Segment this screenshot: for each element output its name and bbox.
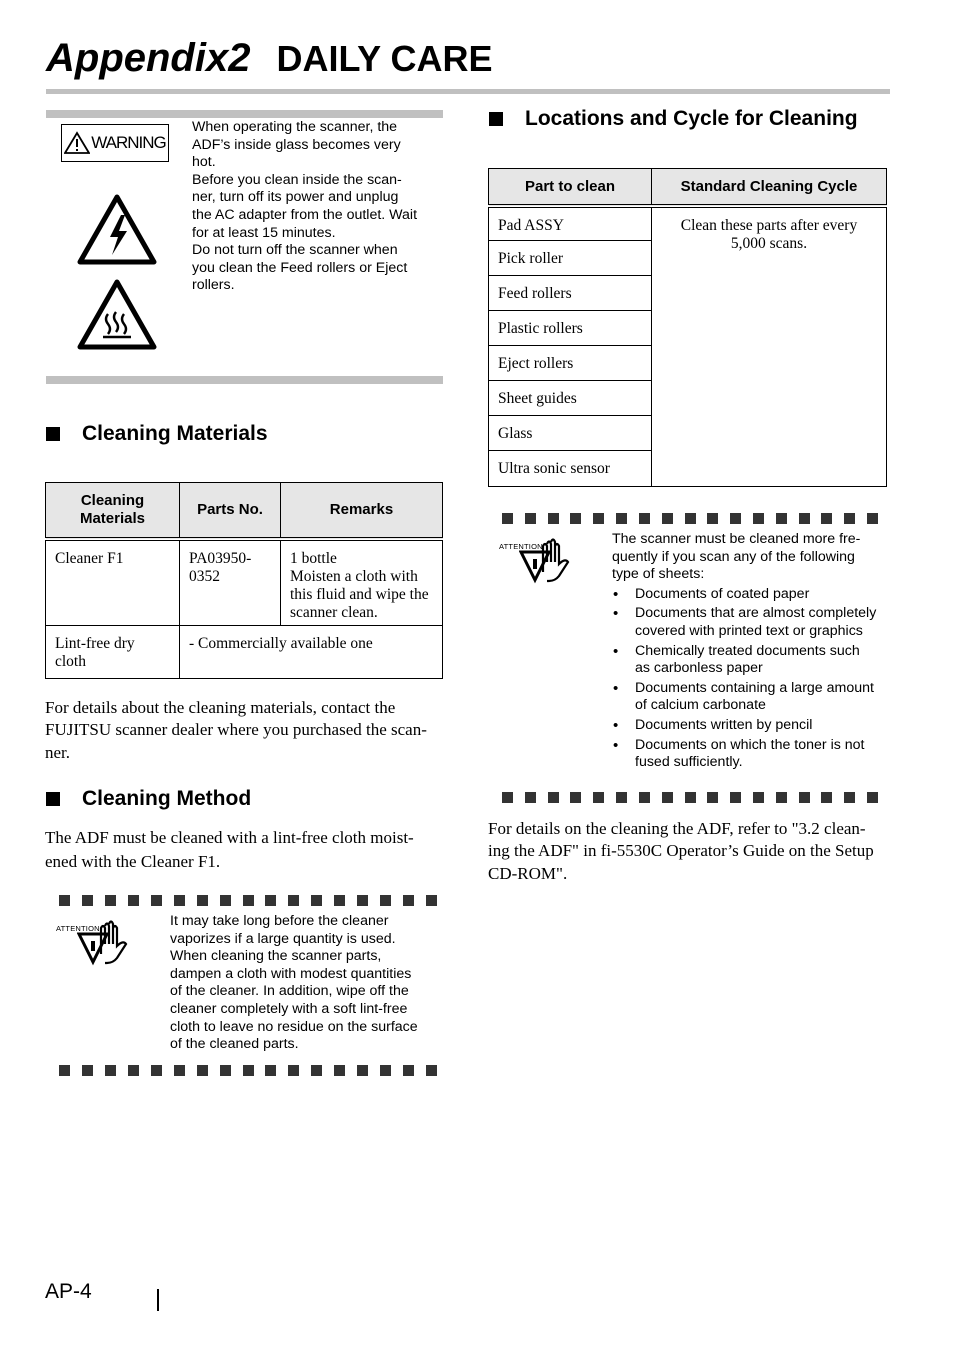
attention-top-divider [59, 895, 437, 906]
warning-line: When operating the scanner, the [192, 119, 398, 135]
warning-triangle-icon [64, 131, 90, 155]
warning-line: rollers. [192, 277, 235, 294]
warning-badge-label: WARNING [91, 133, 166, 152]
warning-line: you clean the Feed rollers or Eject [192, 259, 408, 276]
title-rule [46, 89, 890, 94]
list-item: • Documents containing a large amount of calcium carbonate [612, 680, 884, 715]
attention-label: ATTENTION [499, 542, 543, 551]
list-item: • Documents of coated paper [612, 586, 884, 604]
warning-top-bar [46, 110, 443, 118]
table-row [46, 626, 443, 679]
table-cell: PA03950- 0352 [180, 539, 281, 626]
electric-shock-warning-icon [77, 193, 157, 265]
table-cell: 1 bottle Moisten a cloth with this fluid and wipe the scanner clean. [281, 539, 443, 626]
section-title: DAILY CARE [276, 38, 493, 79]
adf-reference-text: For details on the cleaning the ADF, refer to "3.2 clean- ing the ADF" in fi-5530C Operator’s Guide on the Setup CD-ROM". [488, 819, 874, 883]
table-header: Cleaning Materials [46, 483, 180, 539]
heading-bullet-icon [489, 112, 503, 126]
attention-text: It may take long before the cleaner vaporizes if a large quantity is used. When cleaning the scanner parts, dampen a cloth with modest quantities of the cleaner. In addition, wipe off the cleaner completely with a soft lint-free cloth to leave no residue on the surface of the cleaned parts. [170, 913, 418, 1053]
cleaning-materials-heading: Cleaning Materials [46, 422, 268, 446]
attention-text: The scanner must be cleaned more fre- quently if you scan any of the following type of sheets: • Documents of coated paper • Documents that are almost completely covered with printed text or graphics • Chemically treated documents such as carbonless paper • Documents containing a large amount of calcium carbonate • Documents written by pencil • Documents on which the toner is not fused sufficiently. [612, 531, 884, 772]
table-cell: Plastic rollers [489, 311, 652, 346]
attention-bottom-divider [59, 1065, 437, 1076]
sheet-type-list [612, 586, 884, 772]
page-number: AP-4 [45, 1280, 92, 1303]
cleaning-materials-table [45, 482, 443, 679]
warning-line: the AC adapter from the outlet. Wait [192, 206, 418, 223]
attention-label: ATTENTION [56, 924, 100, 933]
table-header: Part to clean [489, 169, 652, 206]
heading-bullet-icon [46, 792, 60, 806]
table-cell: Eject rollers [489, 346, 652, 381]
warning-bottom-bar [46, 376, 443, 384]
table-cell: Cleaner F1 [46, 539, 180, 626]
appendix-label: Appendix2 [46, 36, 251, 80]
table-row [46, 539, 443, 626]
locations-heading: Locations and Cycle for Cleaning [489, 107, 858, 131]
heading-bullet-icon [46, 427, 60, 441]
attention-hand-icon [519, 532, 577, 584]
warning-line: ADF’s inside glass becomes very [192, 136, 401, 153]
page-title [46, 36, 493, 81]
warning-line: hot. [192, 154, 216, 171]
list-item: • Documents on which the toner is not fused sufficiently. [612, 737, 884, 772]
materials-note: For details about the cleaning materials, contact the FUJITSU scanner dealer where you purchased the scan- ner. [45, 698, 427, 762]
footer-divider [157, 1289, 159, 1311]
list-item: • Documents that are almost completely covered with printed text or graphics [612, 605, 884, 640]
table-cell: Ultra sonic sensor [489, 451, 652, 487]
warning-badge [61, 124, 169, 162]
locations-table [488, 168, 887, 487]
table-cell: - Commercially available one [180, 626, 443, 679]
table-cell: Pad ASSY [489, 206, 652, 241]
cleaning-method-heading: Cleaning Method [46, 787, 251, 811]
table-cell: Feed rollers [489, 276, 652, 311]
warning-line: for at least 15 minutes. [192, 224, 336, 241]
table-row [489, 206, 887, 241]
cleaning-cycle-cell: Clean these parts after every 5,000 scans. [652, 206, 887, 487]
table-cell: Sheet guides [489, 381, 652, 416]
list-item: • Documents written by pencil [612, 717, 884, 735]
table-cell: Pick roller [489, 241, 652, 276]
table-header: Remarks [281, 483, 443, 539]
table-cell: Lint-free dry cloth [46, 626, 180, 679]
table-header: Parts No. [180, 483, 281, 539]
hot-surface-warning-icon [77, 278, 157, 350]
table-cell: Glass [489, 416, 652, 451]
cleaning-method-text: The ADF must be cleaned with a lint-free cloth moist- ened with the Cleaner F1. [45, 828, 414, 871]
warning-line: Do not turn off the scanner when [192, 242, 398, 259]
warning-line: ner, turn off its power and unplug [192, 189, 399, 206]
list-item: • Chemically treated documents such as carbonless paper [612, 643, 884, 678]
attention-bottom-divider [502, 792, 878, 803]
warning-text [192, 119, 430, 295]
attention-hand-icon [77, 914, 135, 966]
warning-line: Before you clean inside the scan- [192, 171, 402, 188]
attention-top-divider [502, 513, 878, 524]
table-header: Standard Cleaning Cycle [652, 169, 887, 206]
